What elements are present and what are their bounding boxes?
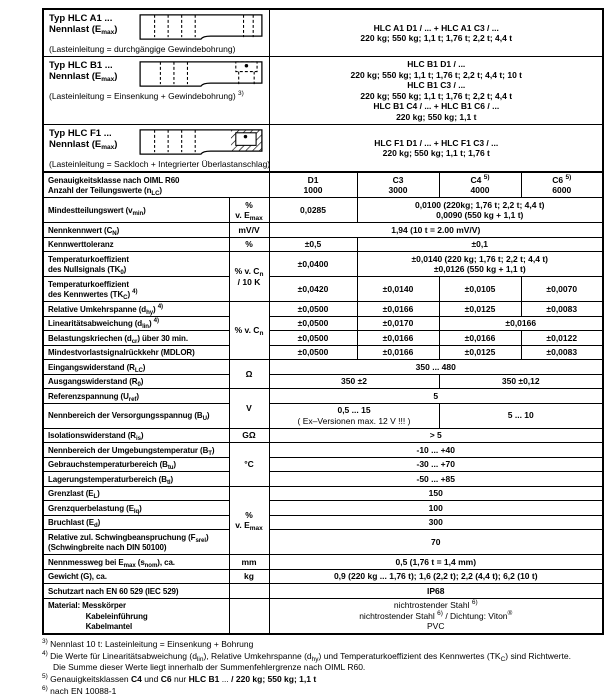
spec-row-mindestteilungswert [43, 198, 603, 223]
spec-value: 5 ... 10 [439, 403, 603, 428]
footnote-4: $^{4)}$ Die Werte für Linearitätsabweichung $(d_{lin})$, Relative Umkehrspanne $(d_{hy})$ und Temperaturkoeffizient des Kennwertes $(TK_C)$ sind Richtwerte. Die Summe dieser Werte liegt innerhalb der Summenfehlergrenze nach OIML R60. [42, 650, 571, 672]
type-title: Typ HLC A1 ... [49, 13, 113, 24]
spec-label: Ausgangswiderstand $(R_0)$ [43, 374, 229, 389]
spec-value: -50 ... +85 [269, 472, 603, 487]
spec-value: ±0,0070 [521, 277, 603, 302]
spec-row-gewicht [43, 569, 603, 584]
spec-label: Gewicht (G), ca. [43, 569, 229, 584]
spec-table [42, 171, 604, 635]
spec-label: Mindestvorlastsignalrückkehr (MDLOR) [43, 345, 229, 360]
model-name: HLC B1 C3 / ... [407, 80, 466, 90]
spec-row-eingangswiderstand [43, 360, 603, 375]
spec-value: ±0,0500 [269, 316, 357, 331]
spec-row-linearitaetsabweichung [43, 316, 603, 331]
spec-value: ±0,5 [269, 237, 357, 252]
spec-unit: % v. $C_n$ / 10 K [229, 252, 269, 302]
spec-label: Belastungskriechen $(d_{cr})$ über 30 min. [43, 331, 229, 346]
spec-value: ±0,0500 [269, 345, 357, 360]
type-description-f1 [43, 125, 269, 173]
spec-value: 0,0285 [269, 198, 357, 223]
type-row-a1 [43, 9, 603, 57]
spec-value: ±0,0166 [357, 345, 439, 360]
spec-value: 100 [269, 501, 603, 516]
spec-value: > 5 [269, 428, 603, 443]
spec-label: Material: Messkörper Kabeleinführung Kabelmantel [43, 598, 229, 634]
models-b1 [269, 57, 603, 125]
load-values: 220 kg; 550 kg; 1,1 t; 1,76 t; 2,2 t; 4,4 t [360, 33, 513, 43]
spec-value: C6 $^{5)}$ 6000 [521, 172, 603, 198]
spec-label: Genauigkeitsklasse nach OIML R60 Anzahl der Teilungswerte $(n_{LC})$ [43, 172, 269, 198]
spec-unit [229, 598, 269, 634]
load-values: 220 kg; 550 kg; 1,1 t; 1,76 t; 2,2 t; 4,4 t; 10 t [350, 69, 522, 80]
model-name: HLC A1 D1 / ... + HLC A1 C3 / ... [373, 22, 499, 33]
spec-row-genauigkeitsklasse-oiml [43, 172, 603, 198]
type-description-a1 [43, 9, 269, 57]
footnote-5: $^{5)}$ Genauigkeitsklassen C4 und C6 nur HLC B1 ... / 220 kg; 550 kg; 1,1 t [42, 672, 317, 684]
spec-unit: % v. $E_{max}$ [229, 198, 269, 223]
type-overview-table [42, 8, 604, 173]
spec-value: 0,5 ... 15 ( Ex–Versionen max. 12 V !!! ) [269, 403, 439, 428]
spec-unit [229, 584, 269, 599]
spec-row-material [43, 598, 603, 634]
spec-value: 350 ... 480 [269, 360, 603, 375]
spec-value: ±0,0083 [521, 302, 603, 317]
lasteinleitung-note: (Lasteinleitung = Sackloch + Integrierter Überlastanschlag) [49, 159, 271, 169]
spec-row-umgebungstemperatur [43, 443, 603, 458]
spec-value: C3 3000 [357, 172, 439, 198]
spec-unit: % v. $C_n$ [229, 302, 269, 360]
spec-label: Eingangswiderstand $(R_{LC})$ [43, 360, 229, 375]
load-values: 220 kg; 550 kg; 1,1 t; 1,76 t; 2,2 t; 4,4 t [360, 90, 513, 101]
footnote-text: Nennlast 10 t: Lasteinleitung = Einsenkung + Bohrung [50, 639, 254, 649]
spec-value: -30 ... +70 [269, 457, 603, 472]
spec-label: Nennbereich der Umgebungstemperatur $(B_T)$ [43, 443, 229, 458]
lasteinleitung-note: (Lasteinleitung = Einsenkung + Gewindebohrung) $^{3)}$ [49, 90, 244, 101]
spec-label: Lagerungstemperaturbereich $(B_{tl})$ [43, 472, 229, 487]
spec-row-grenzlast [43, 486, 603, 501]
spec-value: ±0,0122 [521, 331, 603, 346]
spec-unit: V [229, 389, 269, 429]
footnote-text: Genauigkeitsklassen C4 und C6 nur HLC B1 ... / 220 kg; 550 kg; 1,1 t [50, 673, 317, 684]
spec-row-grenzquerbelastung [43, 501, 603, 516]
spec-label: Relative zul. Schwingbeanspruchung $(F_{srel})$ (Schwingbreite nach DIN 50100) [43, 530, 229, 555]
spec-value: ±0,0166 [439, 331, 521, 346]
spec-value: ±0,0166 [357, 331, 439, 346]
spec-label: Nennbereich der Versorgungsspannug $(B_U)$ [43, 403, 229, 428]
spec-row-ausgangswiderstand [43, 374, 603, 389]
spec-label: Nennkennwert $(C_N)$ [43, 223, 229, 238]
load-values: 220 kg; 550 kg; 1,1 t [396, 111, 477, 122]
type-overview-body [43, 9, 603, 172]
spec-value: 350 ±0,12 [439, 374, 603, 389]
type-nennlast: Nennlast $(E_{max})$ [49, 139, 118, 151]
type-title: Typ HLC F1 ... [49, 128, 112, 139]
spec-value: 300 [269, 515, 603, 530]
spec-value: IP68 [269, 584, 603, 599]
spec-value: ±0,0170 [357, 316, 439, 331]
spec-unit: mm [229, 555, 269, 570]
spec-value: ±0,0105 [439, 277, 521, 302]
spec-value: C4 $^{5)}$ 4000 [439, 172, 521, 198]
spec-value: ±0,0166 [357, 302, 439, 317]
spec-value: ±0,0140 [357, 277, 439, 302]
spec-row-kennwerttoleranz [43, 237, 603, 252]
spec-label: Grenzlast $(E_L)$ [43, 486, 229, 501]
spec-value: 5 [269, 389, 603, 404]
spec-row-nennmessweg [43, 555, 603, 570]
spec-row-lagerungstemperatur [43, 472, 603, 487]
spec-value: 350 ±2 [269, 374, 439, 389]
spec-value: 0,9 (220 kg ... 1,76 t); 1,6 (2,2 t); 2,2 (4,4 t); 6,2 (10 t) [269, 569, 603, 584]
spec-row-mdlor [43, 345, 603, 360]
spec-value: ±0,0420 [269, 277, 357, 302]
type-row-b1 [43, 57, 603, 125]
spec-label: Relative Umkehrspanne $(d_{hy})$ $^{4)}$ [43, 302, 229, 317]
spec-value: D1 1000 [269, 172, 357, 198]
model-name: HLC F1 D1 / ... + HLC F1 C3 / ... [374, 137, 499, 148]
spec-unit: Ω [229, 360, 269, 389]
spec-value: 0,5 (1,76 t = 1,4 mm) [269, 555, 603, 570]
spec-value: ±0,0125 [439, 302, 521, 317]
footnote-text: nach EN 10088-1 [50, 685, 117, 696]
spec-row-tk-kennwert [43, 277, 603, 302]
spec-value: ±0,0500 [269, 331, 357, 346]
spec-label: Kennwerttoleranz [43, 237, 229, 252]
spec-row-belastungskriechen [43, 331, 603, 346]
type-nennlast: Nennlast $(E_{max})$ [49, 24, 118, 36]
spec-unit: % [229, 237, 269, 252]
spec-value: 0,0100 (220kg; 1,76 t; 2,2 t; 4,4 t) 0,0090 (550 kg + 1,1 t) [357, 198, 603, 223]
type-row-f1 [43, 125, 603, 173]
spec-row-schwingbeanspruchung [43, 530, 603, 555]
spec-label: Nennmessweg bei $E_{max}$ $(s_{nom})$, ca. [43, 555, 229, 570]
footnotes [42, 639, 602, 696]
spec-unit: kg [229, 569, 269, 584]
spec-unit: °C [229, 443, 269, 487]
load-values: 220 kg; 550 kg; 1,1 t; 1,76 t [382, 148, 490, 158]
spec-row-bruchlast [43, 515, 603, 530]
spec-row-tk-nullsignal [43, 252, 603, 277]
spec-label: Linearitätsabweichung $(d_{lin})$ $^{4)}$ [43, 316, 229, 331]
spec-value: ±0,0140 (220 kg; 1,76 t; 2,2 t; 4,4 t) ±0,0126 (550 kg + 1,1 t) [357, 252, 603, 277]
spec-value: 1,94 (10 t = 2.00 mV/V) [269, 223, 603, 238]
spec-value: ±0,0500 [269, 302, 357, 317]
spec-value: ±0,1 [357, 237, 603, 252]
models-a1 [269, 9, 603, 57]
spec-row-referenzspannung [43, 389, 603, 404]
spec-value: ±0,0083 [521, 345, 603, 360]
spec-label: Isolationswiderstand $(R_{is})$ [43, 428, 229, 443]
spec-value: ±0,0400 [269, 252, 357, 277]
type-nennlast: Nennlast $(E_{max})$ [49, 71, 118, 83]
models-f1 [269, 125, 603, 173]
spec-row-nennkennwert [43, 223, 603, 238]
spec-label: Grenzquerbelastung $(E_{lq})$ [43, 501, 229, 516]
spec-row-gebrauchstemperatur [43, 457, 603, 472]
spec-row-isolationswiderstand [43, 428, 603, 443]
footnote-3: $^{3)}$ Nennlast 10 t: Lasteinleitung = Einsenkung + Bohrung [42, 638, 254, 649]
spec-value: -10 ... +40 [269, 443, 603, 458]
b1-loadcell-drawing [139, 59, 263, 88]
model-name: HLC B1 C4 / ... + HLC B1 C6 / ... [373, 101, 500, 111]
spec-label: Referenzspannung $(U_{ref})$ [43, 389, 229, 404]
spec-row-versorgungsspannung [43, 403, 603, 428]
spec-value: ±0,0166 [439, 316, 603, 331]
spec-value: ±0,0125 [439, 345, 521, 360]
spec-value: 150 [269, 486, 603, 501]
spec-label: Temperaturkoeffizient des Kennwertes $(TK_C)$ $^{4)}$ [43, 277, 229, 302]
spec-label: Schutzart nach EN 60 529 (IEC 529) [43, 584, 229, 599]
spec-label: Temperaturkoeffizient des Nullsignals $(TK_0)$ [43, 252, 229, 277]
spec-unit: GΩ [229, 428, 269, 443]
spec-row-schutzart [43, 584, 603, 599]
spec-label: Gebrauchstemperaturbereich $(B_{tu})$ [43, 457, 229, 472]
model-name: HLC B1 D1 / ... [407, 59, 466, 69]
footnote-text: Die Werte für Linearitätsabweichung $(d_{lin})$, Relative Umkehrspanne $(d_{hy})$ und Temperaturkoeffizient des Kennwertes $(TK_C)$ sind Richtwerte. Die Summe dieser Werte liegt innerhalb der Summenfehlergrenze nach OIML R60. [50, 651, 571, 672]
spec-unit: mV/V [229, 223, 269, 238]
a1-loadcell-drawing [139, 12, 263, 41]
type-description-b1 [43, 57, 269, 125]
spec-value: 70 [269, 530, 603, 555]
spec-value: nichtrostender Stahl $^{6)}$ nichtrostender Stahl $^{6)}$ / Dichtung: Viton® PVC [269, 598, 603, 634]
type-title: Typ HLC B1 ... [49, 60, 113, 71]
spec-unit: % v. $E_{max}$ [229, 486, 269, 555]
f1-loadcell-drawing [139, 127, 263, 156]
lasteinleitung-note: (Lasteinleitung = durchgängige Gewindebohrung) [49, 44, 236, 54]
spec-label: Mindestteilungswert $(v_{min})$ [43, 198, 229, 223]
spec-row-umkehrspanne [43, 302, 603, 317]
spec-table-body [43, 172, 603, 634]
footnote-6: $^{6)}$ nach EN 10088-1 [42, 684, 117, 696]
spec-label: Bruchlast $(E_d)$ [43, 515, 229, 530]
